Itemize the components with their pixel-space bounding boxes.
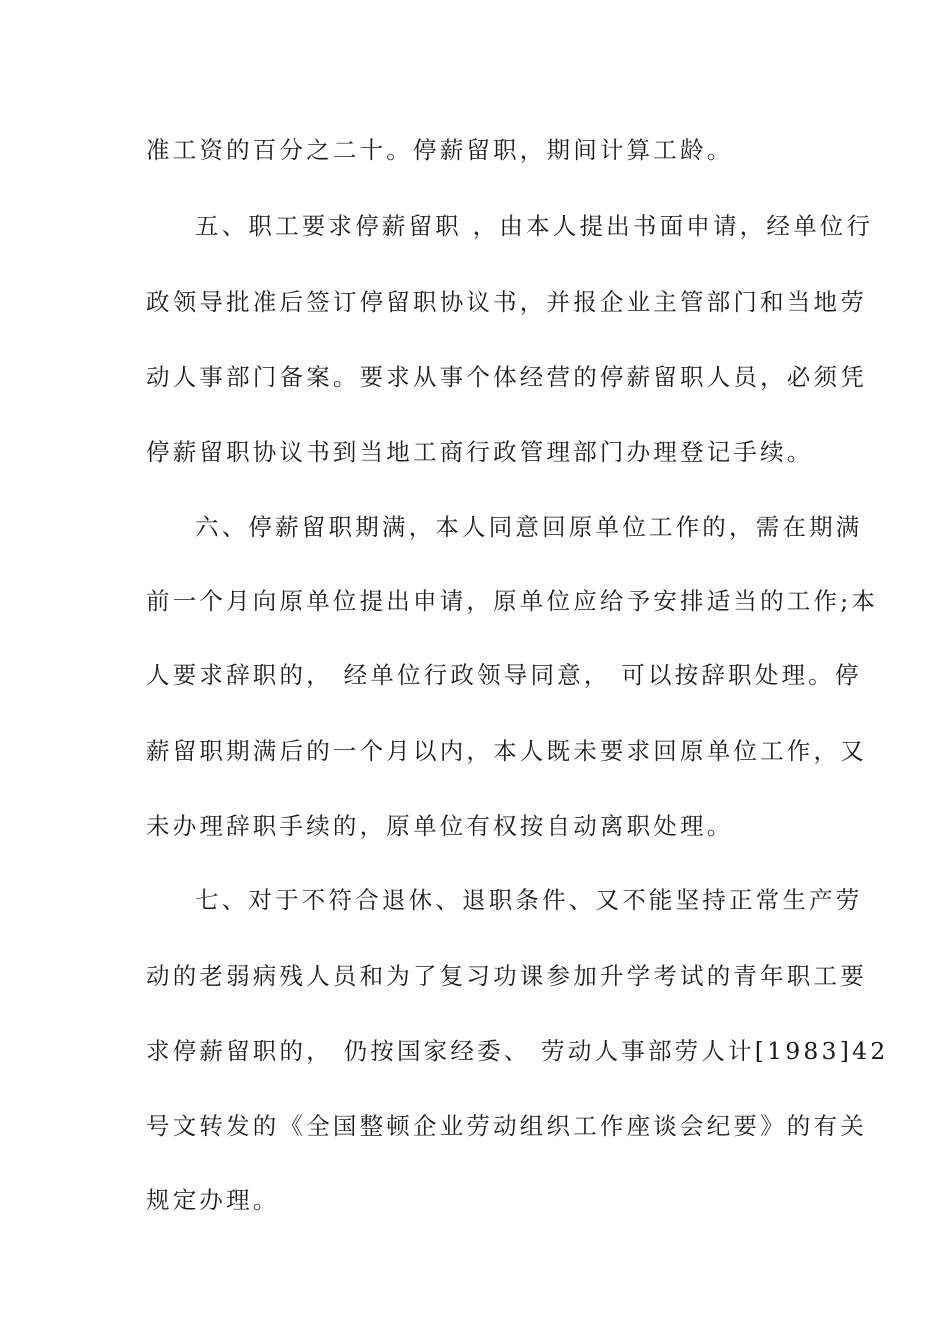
paragraph-6-line-5: 未办理辞职手续的，原单位有权按自动离职处理。 xyxy=(146,812,734,840)
paragraph-7-line-5: 规定办理。 xyxy=(146,1186,280,1214)
paragraph-7-line-4: 号文转发的《全国整顿企业劳动组织工作座谈会纪要》的有关 xyxy=(146,1112,867,1140)
paragraph-6-line-2: 前一个月向原单位提出申请，原单位应给予安排适当的工作;本 xyxy=(146,587,879,615)
paragraph-7-line-3: 求停薪留职的， 仍按国家经委、 劳动人事部劳人计[1983]42 xyxy=(146,1037,889,1065)
paragraph-6-line-1: 六、停薪留职期满，本人同意回原单位工作的，需在期满 xyxy=(195,513,863,541)
text-line-1: 准工资的百分之二十。停薪留职，期间计算工龄。 xyxy=(146,136,734,164)
paragraph-5-line-3: 动人事部门备案。要求从事个体经营的停薪留职人员，必须凭 xyxy=(146,363,867,391)
paragraph-7-line-2: 动的老弱病残人员和为了复习功课参加升学考试的青年职工要 xyxy=(146,962,867,990)
paragraph-5-line-2: 政领导批准后签订停留职协议书，并报企业主管部门和当地劳 xyxy=(146,288,867,316)
paragraph-5-line-4: 停薪留职协议书到当地工商行政管理部门办理登记手续。 xyxy=(146,438,814,466)
paragraph-6-line-3: 人要求辞职的， 经单位行政领导同意， 可以按辞职处理。停 xyxy=(146,661,862,689)
paragraph-6-line-4: 薪留职期满后的一个月以内，本人既未要求回原单位工作，又 xyxy=(146,737,867,765)
paragraph-7-line-1: 七、对于不符合退休、退职条件、又不能坚持正常生产劳 xyxy=(195,886,863,914)
paragraph-5-line-1: 五、职工要求停薪留职 ，由本人提出书面申请，经单位行 xyxy=(195,212,874,240)
